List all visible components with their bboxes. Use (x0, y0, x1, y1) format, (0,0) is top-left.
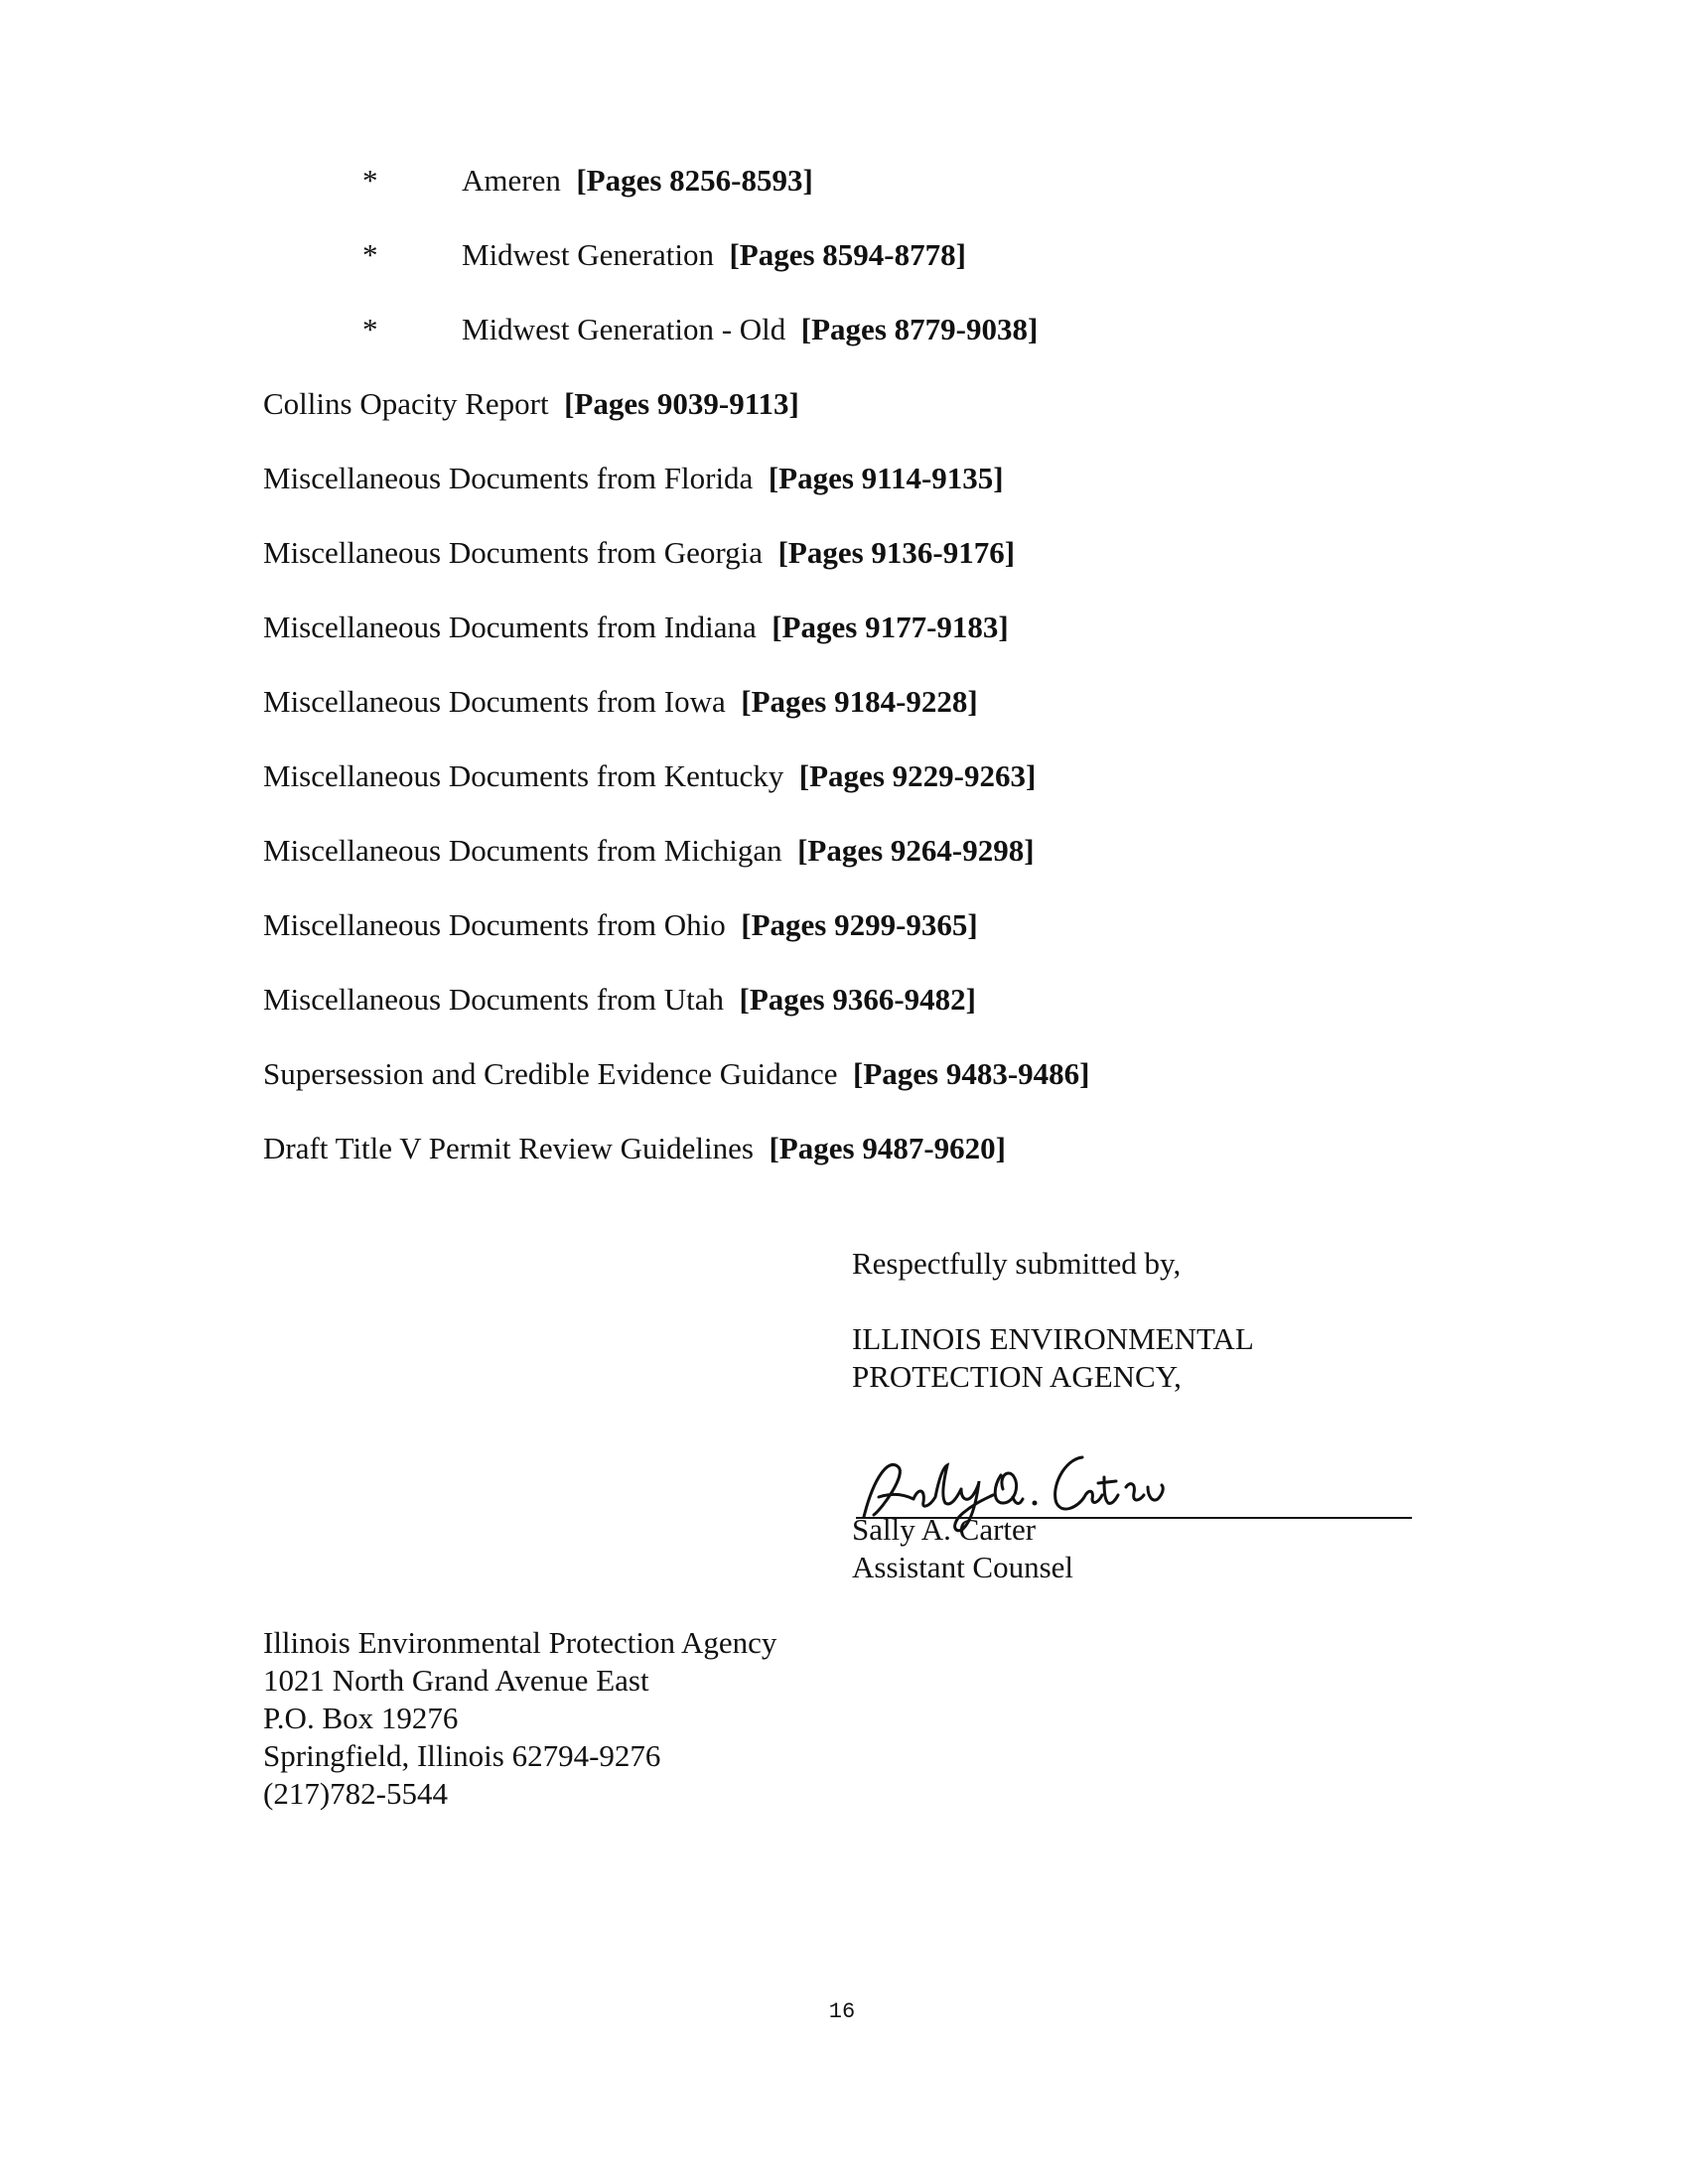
entry-kentucky (263, 758, 1036, 794)
entry-supersession-guidance (263, 1056, 1089, 1092)
address-line-5: (217)782-5544 (263, 1776, 448, 1811)
entry-collins-opacity-report (263, 386, 799, 422)
entry-name: Draft Title V Permit Review Guidelines (263, 1131, 754, 1165)
entry-michigan (263, 833, 1035, 869)
entry-pages: [Pages 8256-8593] (576, 163, 813, 198)
entry-pages: [Pages 9039-9113] (564, 386, 799, 421)
entry-pages: [Pages 9136-9176] (777, 535, 1016, 570)
signer-name: Sally A. Carter (852, 1512, 1037, 1547)
bullet-text (462, 163, 813, 199)
entry-pages: [Pages 9366-9482] (739, 982, 977, 1017)
entry-name: Ameren (462, 163, 561, 198)
agency-name-line2: PROTECTION AGENCY, (852, 1359, 1182, 1394)
bullet-marker: * (362, 312, 378, 346)
entry-name: Miscellaneous Documents from Utah (263, 982, 725, 1017)
entry-pages: [Pages 9299-9365] (741, 907, 978, 942)
entry-name: Miscellaneous Documents from Michigan (263, 833, 782, 868)
bullet-text (462, 237, 966, 273)
bullet-marker: * (362, 163, 378, 198)
page-number: 16 (828, 1999, 856, 2024)
signer-title: Assistant Counsel (852, 1550, 1074, 1584)
address-line-2: 1021 North Grand Avenue East (263, 1663, 649, 1698)
entry-pages: [Pages 9114-9135] (768, 461, 1004, 495)
entry-name: Midwest Generation - Old (462, 312, 786, 346)
agency-name-line1: ILLINOIS ENVIRONMENTAL (852, 1321, 1254, 1356)
address-line-4: Springfield, Illinois 62794-9276 (263, 1738, 661, 1773)
entry-name: Miscellaneous Documents from Iowa (263, 684, 726, 719)
address-line-3: P.O. Box 19276 (263, 1701, 459, 1735)
entry-name: Miscellaneous Documents from Georgia (263, 535, 764, 570)
entry-florida (263, 461, 1004, 496)
entry-name: Supersession and Credible Evidence Guidance (263, 1056, 838, 1091)
entry-pages: [Pages 9177-9183] (772, 610, 1009, 644)
bullet-text (462, 312, 1038, 347)
entry-name: Collins Opacity Report (263, 386, 549, 421)
bullet-marker: * (362, 237, 378, 272)
entry-ohio (263, 907, 978, 943)
entry-pages: [Pages 9264-9298] (797, 833, 1035, 868)
entry-pages: [Pages 8779-9038] (800, 312, 1039, 346)
entry-iowa (263, 684, 978, 720)
entry-pages: [Pages 9487-9620] (769, 1131, 1006, 1165)
entry-name: Miscellaneous Documents from Indiana (263, 610, 757, 644)
entry-name: Miscellaneous Documents from Florida (263, 461, 754, 495)
submitted-by-text: Respectfully submitted by, (852, 1246, 1182, 1281)
entry-pages: [Pages 9229-9263] (798, 758, 1037, 793)
entry-georgia (263, 535, 1015, 571)
entry-name: Miscellaneous Documents from Kentucky (263, 758, 784, 793)
entry-pages: [Pages 9184-9228] (741, 684, 978, 719)
entry-utah (263, 982, 976, 1018)
entry-name: Midwest Generation (462, 237, 714, 272)
entry-pages: [Pages 8594-8778] (729, 237, 966, 272)
entry-indiana (263, 610, 1009, 645)
entry-title-v-guidelines (263, 1131, 1006, 1166)
entry-pages: [Pages 9483-9486] (853, 1056, 1090, 1091)
address-line-1: Illinois Environmental Protection Agency (263, 1625, 777, 1660)
entry-name: Miscellaneous Documents from Ohio (263, 907, 726, 942)
